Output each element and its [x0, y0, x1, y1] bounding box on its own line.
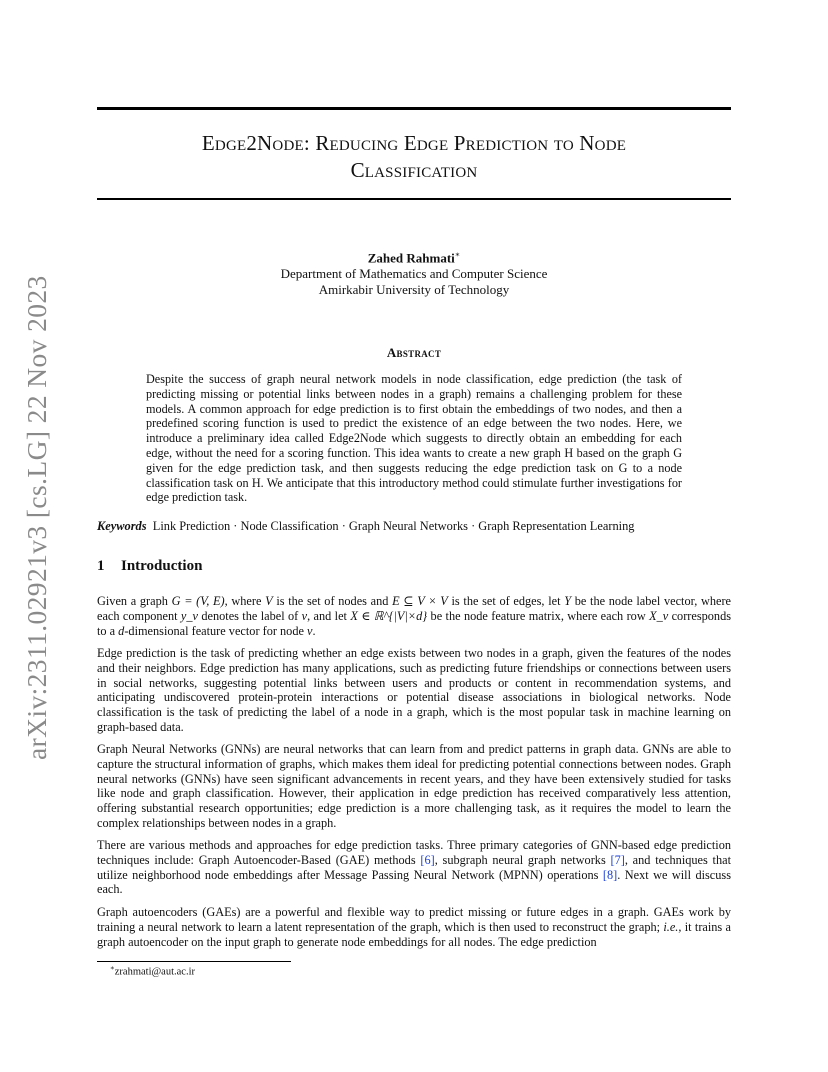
- footnote-rule: [97, 961, 291, 962]
- section-number: 1: [97, 558, 105, 574]
- text: There are various methods and approaches for edge prediction tasks. Three primary categories of GNN-based edge prediction techniques include: Graph Autoencoder-Based (GAE) methods: [97, 838, 731, 867]
- paper-title: [97, 130, 731, 184]
- math-inline: V: [265, 594, 273, 608]
- math-inline: X_v: [649, 608, 669, 623]
- text: .: [312, 623, 316, 638]
- citation-link[interactable]: [8]: [602, 867, 618, 882]
- text: , subgraph neural graph networks: [434, 852, 611, 867]
- text: corresponds to a: [97, 608, 732, 638]
- footnote-mark: ∗: [110, 964, 115, 972]
- math-inline: X ∈ ℝ^{|V|×d}: [350, 608, 428, 623]
- title-line-1: Edge2Node: Reducing Edge Prediction to Node: [201, 131, 627, 155]
- paragraph-1: [97, 594, 731, 638]
- abstract-text: Despite the success of graph neural network models in node classification, edge prediction (the task of predicting missing or potential links between nodes in a graph) remains a challenging problem for these models. A common approach for edge prediction is to first obtain the embeddings of two nodes, and then a predefined scoring function is used to predict the existence of an edge between the two nodes. Here, we introduce a preliminary idea called Edge2Node which suggests to directly obtain an embedding for each edge, without the need for a scoring function. This idea wants to create a new graph H based on the graph G given for the edge prediction task, and then suggests reducing the edge prediction task on G to a node classification task on H. We anticipate that this introductory method could stimulate further investigations for edge prediction task.: [146, 372, 682, 505]
- citation-link[interactable]: [6]: [420, 852, 435, 867]
- text: , and let: [307, 608, 351, 623]
- math-inline: d: [118, 623, 125, 638]
- text: is the set of edges, let: [447, 594, 565, 608]
- title-top-rule: [97, 107, 731, 110]
- text: be the node label vector, where each component: [97, 594, 732, 623]
- math-inline: G = (V, E): [171, 594, 225, 608]
- text-italic: i.e.,: [663, 919, 682, 934]
- math-inline: E ⊆ V × V: [392, 594, 448, 608]
- text: Given a graph: [97, 594, 172, 608]
- section-heading: [97, 558, 202, 575]
- text: be the node feature matrix, where each row: [427, 608, 650, 623]
- text: is the set of nodes and: [272, 594, 393, 608]
- paragraph-5: [97, 905, 731, 949]
- citation-link[interactable]: [7]: [610, 852, 625, 867]
- paragraph-4: [97, 838, 731, 897]
- title-line-2: Classification: [350, 158, 478, 182]
- paragraph-2: Edge prediction is the task of predicting whether an edge exists between two nodes in a graph, given the features of the nodes and their neighbors. Edge prediction has many applications, such as predicting future friendships or connections between users in social networks, suggesting potential links between users and products or content in recommendation systems, and anticipating undiscovered protein-protein interactions or potential disease associations in biological networks. Node classification is the task of predicting the label of a node in a graph, which is the most popular task in machine learning on graph-based data.: [97, 646, 731, 734]
- abstract-heading: Abstract: [386, 345, 442, 360]
- text: it trains a graph autoencoder on the input graph to generate node embeddings for all nodes. The edge prediction: [97, 919, 731, 949]
- section-title: Introduction: [121, 558, 203, 574]
- text: denotes the label of: [198, 608, 302, 623]
- author-university: Amirkabir University of Technology: [318, 282, 510, 298]
- arxiv-stamp: arXiv:2311.02921v3 [cs.LG] 22 Nov 2023: [21, 275, 52, 760]
- text: Graph autoencoders (GAEs) are a powerful and flexible way to predict missing or future edges in a graph. GAEs work by training a neural network to learn a latent representation of the graph, which is then used to reconstruct the graph;: [97, 905, 731, 934]
- paragraph-3: Graph Neural Networks (GNNs) are neural networks that can learn from and predict patterns in graph data. GNNs are able to capture the structural information of graphs, which makes them ideal for predicting potential connections between nodes. Graph neural networks (GNNs) have seen significant advancements in recent years, and they have been extensively studied for tasks like node and graph classification. However, their application in edge prediction has received comparatively less attention, offering substantial research opportunities; edge prediction is a more challenging task, as it requires the model to learn the complex relationships between nodes in a graph.: [97, 742, 731, 830]
- author-name-line: [97, 247, 731, 266]
- text: . Next we will discuss each.: [97, 867, 731, 897]
- keywords-text: Link Prediction · Node Classification · Graph Neural Networks · Graph Representation Learning: [152, 519, 635, 533]
- author-name: Zahed Rahmati: [367, 250, 455, 266]
- math-inline: v: [307, 623, 313, 638]
- title-bottom-rule: [97, 198, 731, 200]
- text: , where: [224, 594, 266, 608]
- math-inline: y_v: [180, 608, 198, 623]
- footnote: [110, 964, 195, 978]
- author-department: Department of Mathematics and Computer Science: [280, 266, 548, 282]
- author-block: [97, 247, 731, 298]
- footnote-email: zrahmati@aut.ac.ir: [114, 966, 195, 978]
- keywords-label: Keywords: [97, 519, 147, 533]
- author-footnote-mark: ∗: [454, 250, 461, 259]
- keywords-line: [97, 519, 737, 534]
- math-inline: Y: [564, 594, 572, 608]
- text: -dimensional feature vector for node: [124, 623, 307, 638]
- text: , and techniques that utilize neighborhood node embeddings after Message Passing Neural Network (MPNN) operations: [97, 852, 731, 882]
- math-inline: v: [301, 608, 308, 623]
